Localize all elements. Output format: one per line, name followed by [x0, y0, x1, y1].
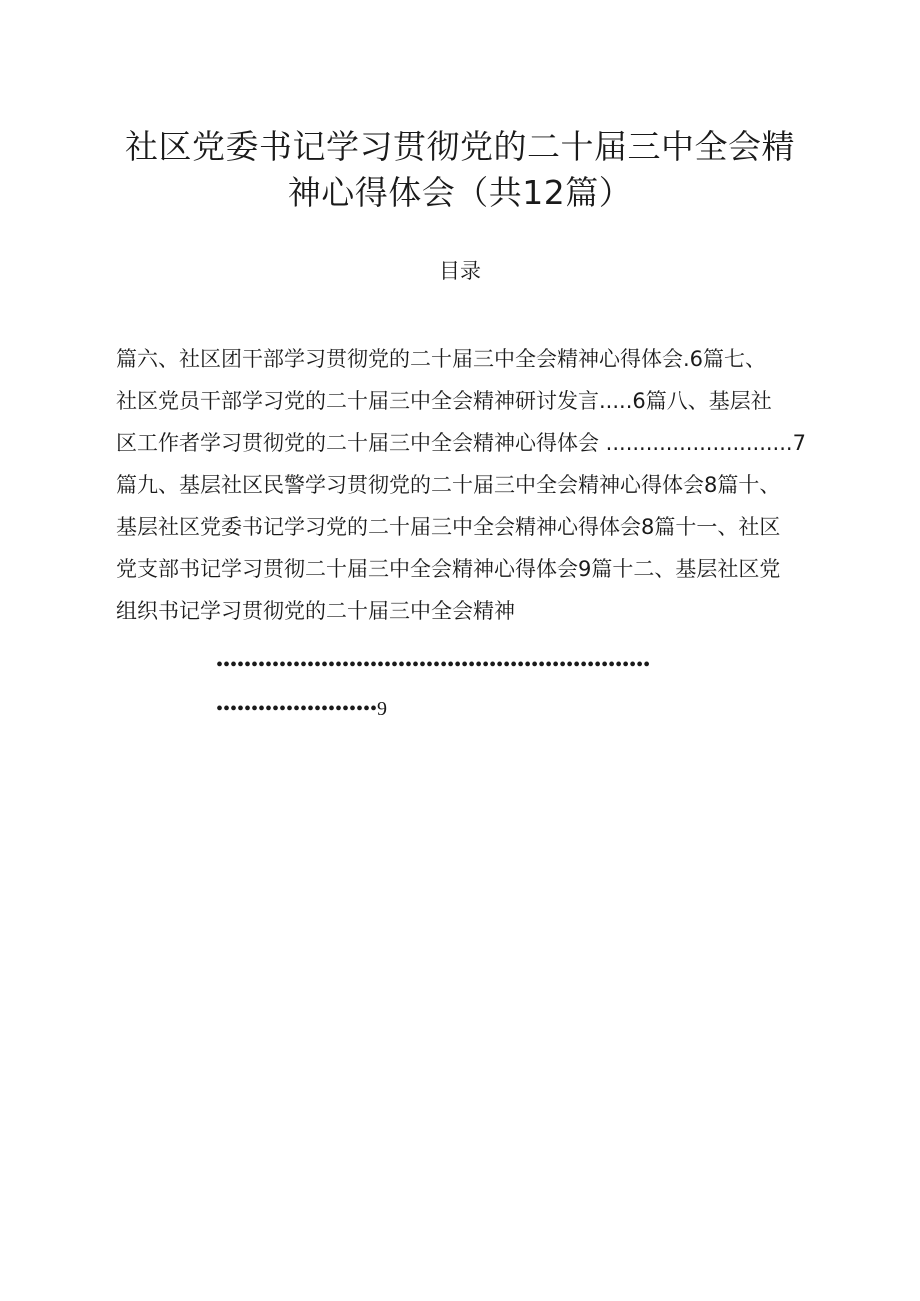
toc-line: 党支部书记学习贯彻二十届三中全会精神心得体会9篇十二、基层社区党: [116, 557, 781, 581]
toc-line: 社区党员干部学习党的二十届三中全会精神研讨发言.....6篇八、基层社: [116, 389, 772, 413]
toc-page-number: 9: [377, 698, 388, 720]
toc-heading: 目录: [439, 259, 481, 283]
document-title: [110, 124, 810, 216]
toc-line: 区工作者学习贯彻党的二十届三中全会精神心得体会 ............................7: [116, 431, 806, 455]
toc-dot-leader-end: [216, 698, 836, 721]
title-line-2: 神心得体会（共12篇）: [287, 173, 633, 212]
toc-line: 基层社区党委书记学习党的二十届三中全会精神心得体会8篇十一、社区: [116, 515, 781, 539]
toc-dot-leader: ••••••••••••••••••••••••••••••••••••••••••••••••••••••••••••••: [216, 654, 651, 676]
toc-dot-leader-tail: •••••••••••••••••••••••: [216, 698, 378, 720]
toc-line: 组织书记学习贯彻党的二十届三中全会精神: [116, 599, 515, 623]
toc-line: 篇六、社区团干部学习贯彻党的二十届三中全会精神心得体会.6篇七、: [116, 347, 767, 371]
table-of-contents: [116, 340, 836, 634]
toc-line: 篇九、基层社区民警学习贯彻党的二十届三中全会精神心得体会8篇十、: [116, 473, 781, 497]
title-line-1: 社区党委书记学习贯彻党的二十届三中全会精: [125, 127, 795, 166]
